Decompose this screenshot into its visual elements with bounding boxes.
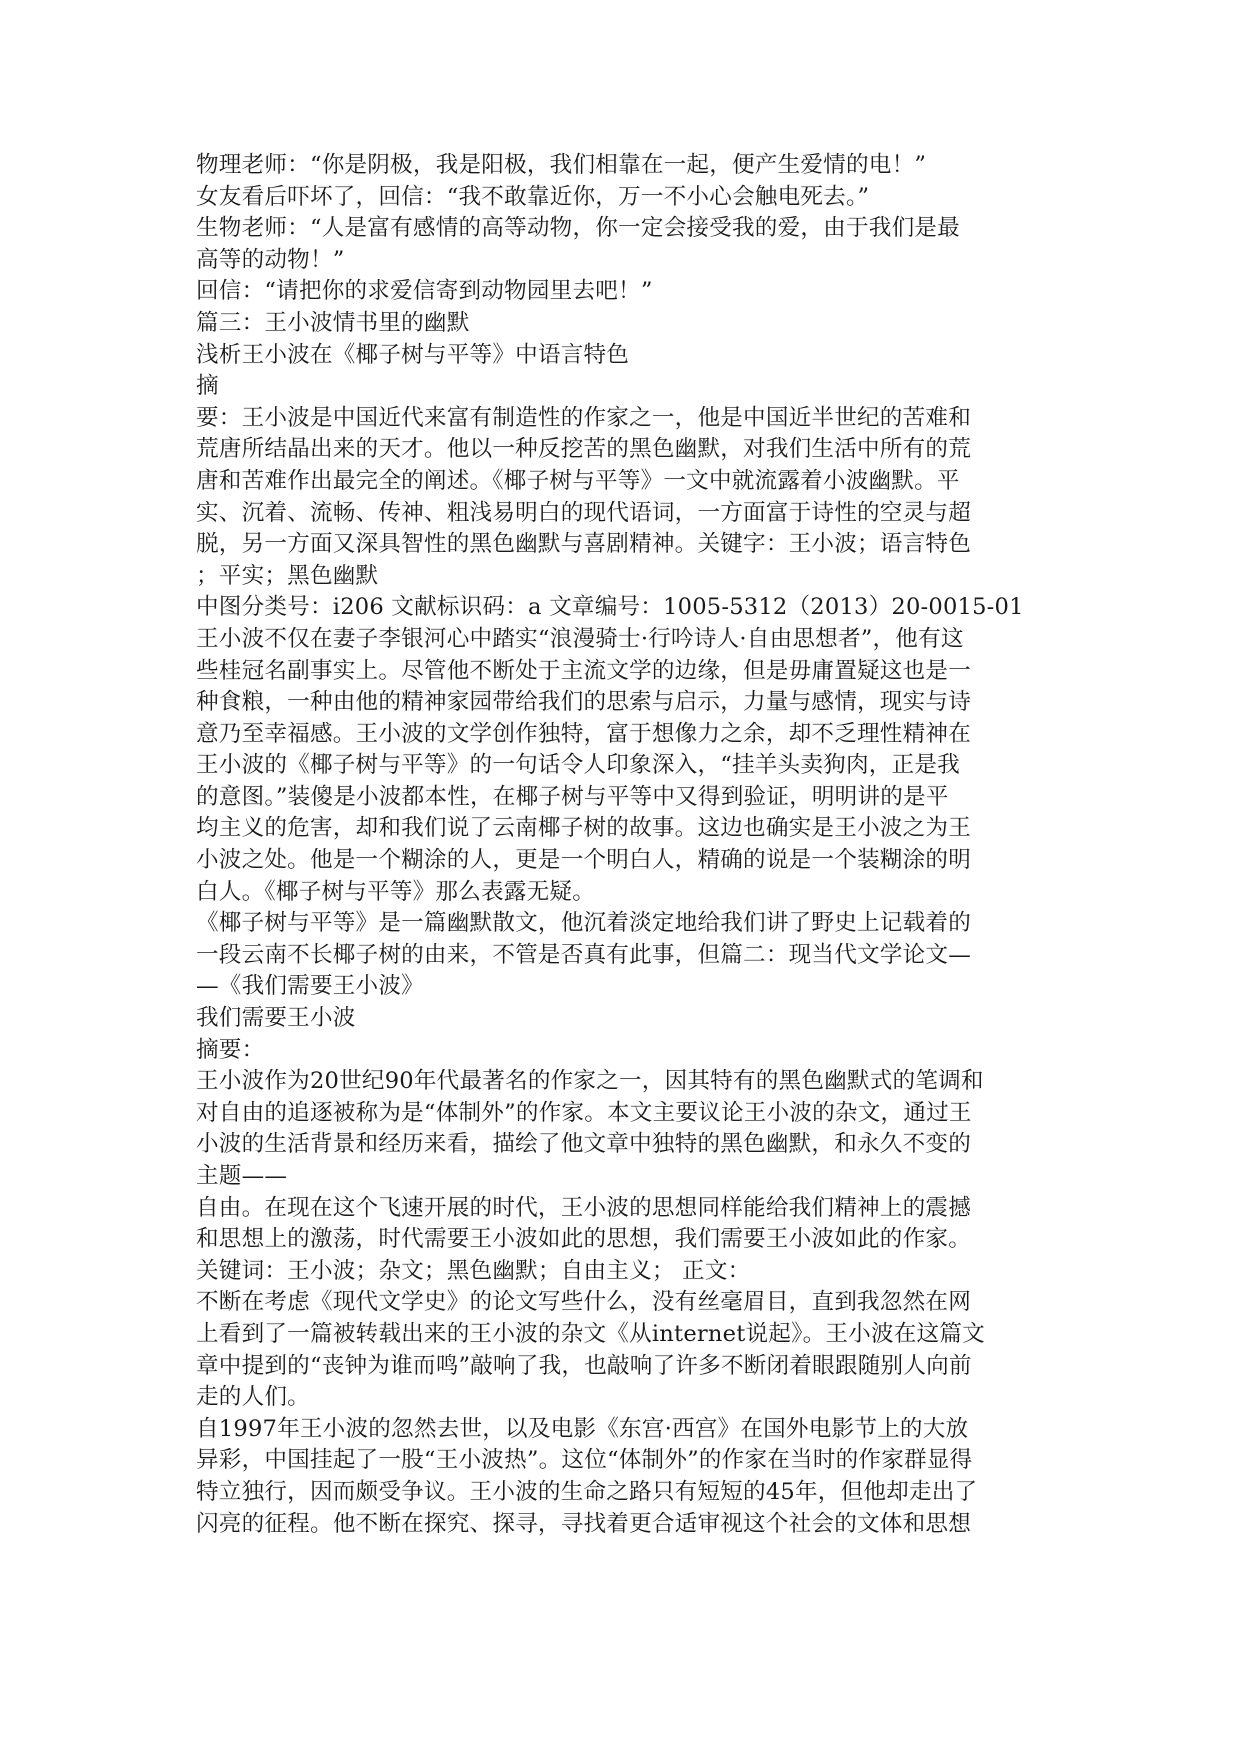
text-line: 王小波作为20世纪90年代最著名的作家之一，因其特有的黑色幽默式的笔调和: [196, 1068, 984, 1095]
text-line: 脱，另一方面又深具智性的黑色幽默与喜剧精神。关键字：王小波；语言特色: [196, 531, 971, 558]
document-body: [196, 150, 1056, 1540]
text-line: 一段云南不长椰子树的由来，不管是否真有此事，但篇二：现当代文学论文—: [196, 941, 971, 968]
text-line: 自1997年王小波的忽然去世，以及电影《东宫·西宫》在国外电影节上的大放: [196, 1415, 969, 1442]
text-line: 篇三：王小波情书里的幽默: [196, 309, 470, 336]
text-line: 意乃至幸福感。王小波的文学创作独特，富于想像力之余，却不乏理性精神在: [196, 720, 971, 747]
text-line: 王小波的《椰子树与平等》的一句话令人印象深入，“挂羊头卖狗肉，正是我: [196, 752, 960, 779]
text-line: ；平实；黑色幽默: [196, 562, 379, 589]
text-line: 特立独行，因而颇受争议。王小波的生命之路只有短短的45年，但他却走出了: [196, 1478, 978, 1505]
text-line: 对自由的追逐被称为是“体制外”的作家。本文主要议论王小波的杂文，通过王: [196, 1099, 972, 1126]
text-line: 小波的生活背景和经历来看，描绘了他文章中独特的黑色幽默，和永久不变的: [196, 1131, 971, 1158]
text-line: 和思想上的激荡，时代需要王小波如此的思想，我们需要王小波如此的作家。: [196, 1226, 971, 1253]
text-line: 异彩，中国挂起了一股“王小波热”。这位“体制外”的作家在当时的作家群显得: [196, 1447, 973, 1474]
text-line: 要：王小波是中国近代来富有制造性的作家之一，他是中国近半世纪的苦难和: [196, 404, 971, 431]
text-line: 白人。《椰子树与平等》那么表露无疑。: [196, 878, 595, 905]
text-line: 王小波不仅在妻子李银河心中踏实“浪漫骑士·行吟诗人·自由思想者”，他有这: [196, 625, 964, 652]
text-line: 走的人们。: [196, 1384, 310, 1411]
text-line: 种食粮，一种由他的精神家园带给我们的思索与启示，力量与感情，现实与诗: [196, 689, 971, 716]
text-line: 荒唐所结晶出来的天才。他以一种反挖苦的黑色幽默，对我们生活中所有的荒: [196, 436, 971, 463]
text-line: 闪亮的征程。他不断在探究、探寻，寻找着更合适审视这个社会的文体和思想: [196, 1510, 971, 1537]
text-line: 高等的动物！”: [196, 246, 345, 273]
text-line: 我们需要王小波: [196, 1005, 356, 1032]
text-line: —《我们需要王小波》: [196, 973, 424, 1000]
text-line: 女友看后吓坏了，回信：“我不敢靠近你，万一不小心会触电死去。”: [196, 183, 870, 210]
text-line: 均主义的危害，却和我们说了云南椰子树的故事。这边也确实是王小波之为王: [196, 815, 971, 842]
text-line: 实、沉着、流畅、传神、粗浅易明白的现代语词，一方面富于诗性的空灵与超: [196, 499, 971, 526]
text-line: 上看到了一篇被转载出来的王小波的杂文《从internet说起》。王小波在这篇文: [196, 1320, 985, 1347]
text-line: 主题——: [196, 1163, 288, 1189]
text-line: 小波之处。他是一个糊涂的人，更是一个明白人，精确的说是一个装糊涂的明: [196, 847, 971, 874]
text-line: 物理老师：“你是阴极，我是阳极，我们相靠在一起，便产生爱情的电！”: [196, 152, 927, 178]
text-line: 中图分类号：i206 文献标识码：a 文章编号：1005-5312（2013）20-0015-01: [196, 594, 1024, 621]
text-line: 关键词：王小波；杂文；黑色幽默；自由主义； 正文：: [196, 1257, 751, 1284]
text-line: 些桂冠名副事实上。尽管他不断处于主流文学的边缘，但是毋庸置疑这也是一: [196, 657, 971, 684]
text-line: 浅析王小波在《椰子树与平等》中语言特色: [196, 341, 630, 368]
text-line: 自由。在现在这个飞速开展的时代，王小波的思想同样能给我们精神上的震撼: [196, 1194, 971, 1221]
text-line: 回信：“请把你的求爱信寄到动物园里去吧！”: [196, 278, 653, 305]
text-line: 《椰子树与平等》是一篇幽默散文，他沉着淡定地给我们讲了野史上记载着的: [196, 910, 971, 937]
text-line: 摘: [196, 373, 219, 400]
text-line: 摘要：: [196, 1036, 265, 1063]
text-line: 不断在考虑《现代文学史》的论文写些什么，没有丝毫眉目，直到我忽然在网: [196, 1289, 971, 1316]
text-line: 的意图。”装傻是小波都本性，在椰子树与平等中又得到验证，明明讲的是平: [196, 783, 949, 810]
text-line: 章中提到的“丧钟为谁而鸣”敲响了我，也敲响了许多不断闭着眼跟随别人向前: [196, 1352, 972, 1379]
text-line: 唐和苦难作出最完全的阐述。《椰子树与平等》一文中就流露着小波幽默。平: [196, 467, 960, 494]
text-line: 生物老师：“人是富有感情的高等动物，你一定会接受我的爱，由于我们是最: [196, 215, 960, 242]
